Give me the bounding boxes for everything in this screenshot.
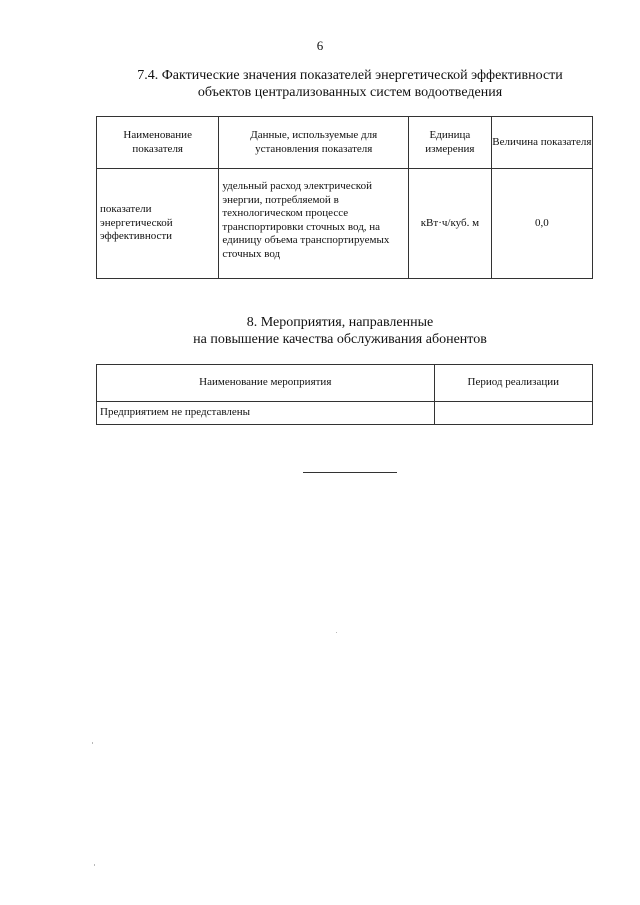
- column-header-measure-name: Наименование мероприятия: [97, 365, 435, 402]
- end-of-document-rule: [303, 472, 397, 473]
- page-number: 6: [316, 38, 324, 53]
- section-8-title-line-2: на повышение качества обслуживания абонентов: [193, 332, 487, 347]
- indicator-name-cell: показатели энергетической эффективности: [97, 169, 219, 279]
- section-8-title: [40, 314, 640, 348]
- column-header-indicator-name: Наименование показателя: [97, 117, 219, 169]
- unit-cell: кВт·ч/куб. м: [409, 169, 492, 279]
- column-header-period: Период реализации: [434, 365, 592, 402]
- source-data-cell: удельный расход электрической энергии, потребляемой в технологическом процессе транспортировки сточных вод, на единицу объема транспортируемых сточных вод: [219, 169, 409, 279]
- section-7-4-title-line-1: 7.4. Фактические значения показателей энергетической эффективности: [137, 68, 563, 83]
- table-row: [97, 402, 593, 425]
- section-7-4-title-line-2: объектов централизованных систем водоотведения: [197, 85, 503, 100]
- energy-efficiency-table: [96, 116, 593, 279]
- column-header-value: Величина показателя: [491, 117, 592, 169]
- scan-speck: [92, 742, 93, 744]
- scan-speck: [336, 632, 337, 633]
- scan-speck: [94, 864, 95, 866]
- period-cell: [434, 402, 592, 425]
- column-header-source-data: Данные, используемые для установления показателя: [219, 117, 409, 169]
- measure-name-cell: Предприятием не представлены: [97, 402, 435, 425]
- value-cell: 0,0: [491, 169, 592, 279]
- table-header-row: [97, 117, 593, 169]
- column-header-unit: Единица измерения: [409, 117, 492, 169]
- measures-table: [96, 364, 593, 425]
- section-7-4-title: [60, 67, 640, 101]
- table-header-row: [97, 365, 593, 402]
- table-row: [97, 169, 593, 279]
- section-8-title-line-1: 8. Мероприятия, направленные: [246, 315, 434, 330]
